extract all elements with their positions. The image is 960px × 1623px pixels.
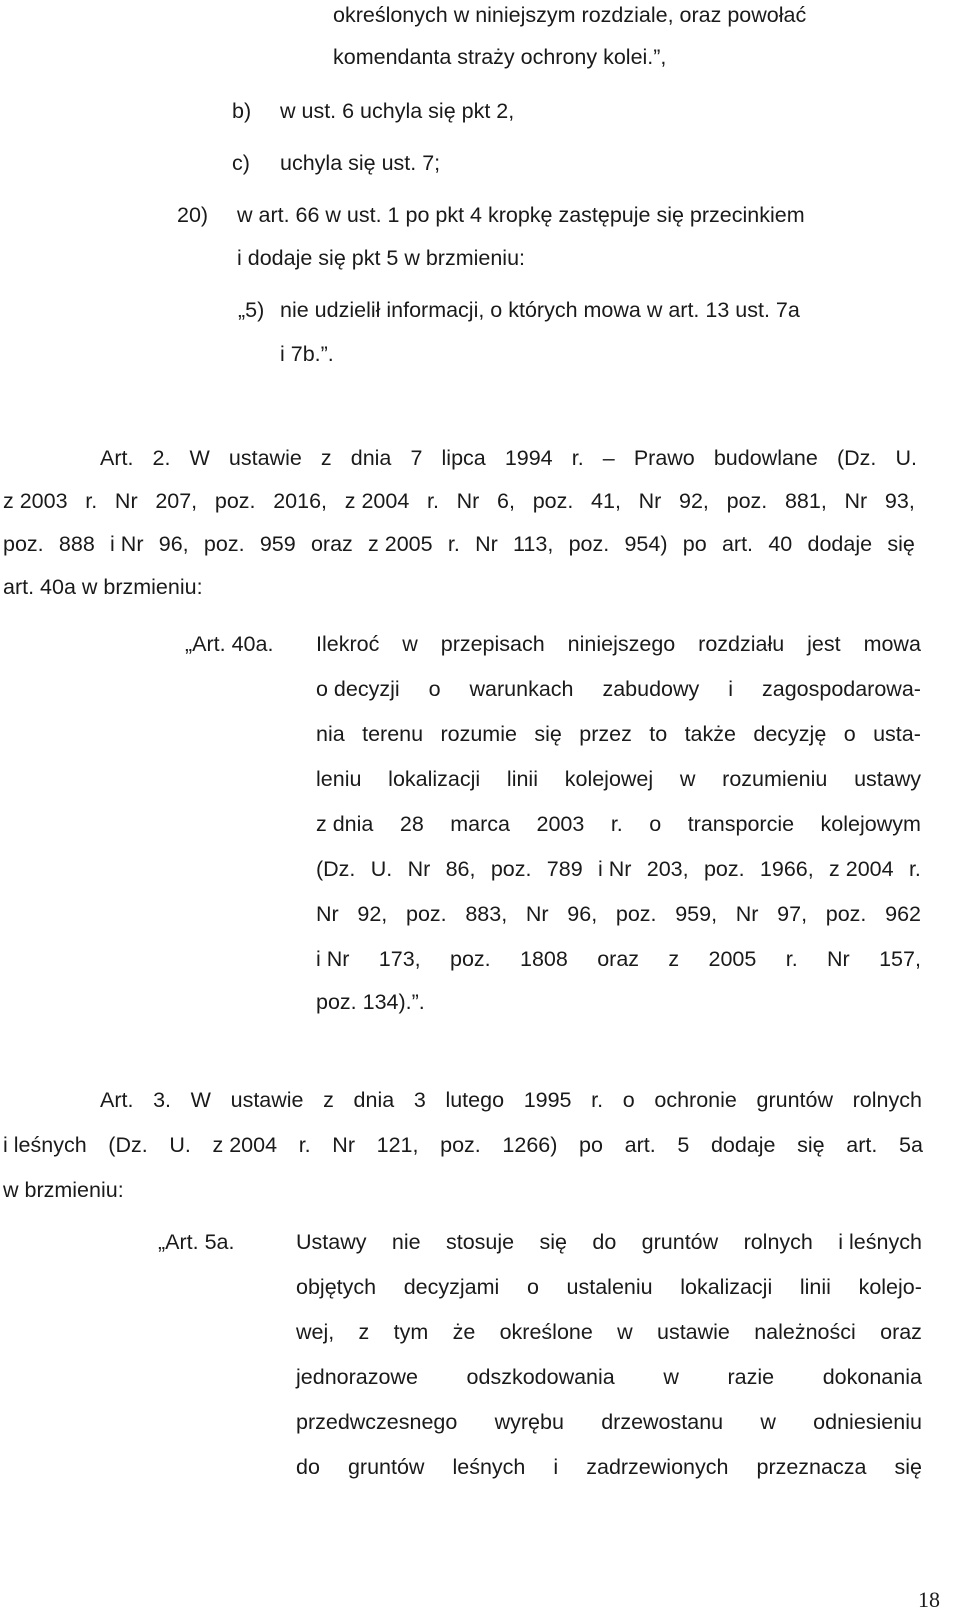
text-line: [3, 488, 915, 514]
word: poz.: [490, 857, 532, 881]
word: poz.: [203, 532, 245, 556]
word: 2005: [708, 947, 757, 971]
word: z: [323, 1088, 334, 1112]
word: zagospodarowa-: [761, 677, 921, 701]
word: 959,: [675, 902, 718, 926]
word: W: [189, 446, 210, 470]
word: ochronie: [654, 1088, 737, 1112]
word: i: [728, 677, 734, 701]
word: 883,: [465, 902, 508, 926]
word: leniu: [316, 767, 362, 791]
text-line: [316, 766, 921, 792]
list-item-text: uchyla się ust. 7;: [280, 151, 441, 175]
word: stosuje: [445, 1230, 515, 1254]
word: mowa: [863, 632, 921, 656]
word: rozumie: [440, 722, 517, 746]
word: 157,: [879, 947, 921, 971]
word: 962: [885, 902, 921, 926]
text-line: art. 40a w brzmieniu:: [3, 575, 203, 599]
text-line: poz. 134).”.: [316, 990, 425, 1014]
word: 5: [677, 1133, 690, 1157]
word: rozdziału: [698, 632, 785, 656]
text-line: [296, 1319, 922, 1345]
word: Art.: [100, 1088, 134, 1112]
list-label: c): [232, 151, 250, 175]
word: 2016,: [273, 489, 328, 513]
word: transporcie: [687, 812, 795, 836]
word: także: [684, 722, 736, 746]
word: Nr: [114, 489, 138, 513]
list-label: „5): [238, 298, 265, 322]
page-number: 18: [918, 1587, 940, 1612]
word: 1994: [504, 446, 553, 470]
word: 113,: [513, 532, 554, 556]
word: marca: [450, 812, 510, 836]
word: i Nr: [316, 947, 350, 971]
word: budowlane: [713, 446, 818, 470]
word: przeznacza: [756, 1455, 867, 1479]
word: nia: [316, 722, 345, 746]
word: 2.: [152, 446, 171, 470]
word: 203,: [646, 857, 689, 881]
word: zabudowy: [602, 677, 700, 701]
word: 40: [768, 532, 793, 556]
word: lipca: [441, 446, 486, 470]
word: o: [843, 722, 856, 746]
word: 7: [410, 446, 423, 470]
word: odszkodowania: [466, 1365, 615, 1389]
word: ustawie: [656, 1320, 730, 1344]
word: 97,: [777, 902, 808, 926]
word: 207,: [155, 489, 198, 513]
word: r.: [447, 532, 460, 556]
word: dnia: [353, 1088, 395, 1112]
word: Nr: [844, 489, 868, 513]
word: z: [358, 1320, 370, 1344]
word: i leśnych: [3, 1133, 87, 1157]
article-heading-line: [100, 445, 917, 471]
word: art.: [721, 532, 754, 556]
word: 881,: [784, 489, 827, 513]
word: Prawo: [633, 446, 695, 470]
word: U.: [169, 1133, 191, 1157]
word: poz.: [615, 902, 657, 926]
word: –: [602, 446, 615, 470]
word: gruntów: [756, 1088, 833, 1112]
word: się: [894, 1455, 922, 1479]
word: z 2004: [344, 489, 410, 513]
word: kolejo-: [858, 1275, 922, 1299]
word: 86,: [445, 857, 476, 881]
list-item-text: w ust. 6 uchyla się pkt 2,: [280, 99, 515, 123]
word: w: [617, 1320, 633, 1344]
text-line: [296, 1364, 922, 1390]
word: poz.: [568, 532, 610, 556]
word: usta-: [873, 722, 921, 746]
list-label: 20): [177, 203, 209, 227]
word: r.: [908, 857, 921, 881]
word: 93,: [884, 489, 915, 513]
word: się: [797, 1133, 825, 1157]
word: jednorazowe: [296, 1365, 418, 1389]
word: poz.: [405, 902, 447, 926]
word: linii: [799, 1275, 831, 1299]
text-line: [316, 901, 921, 927]
word: 1966,: [759, 857, 814, 881]
word: poz.: [825, 902, 867, 926]
word: 954): [624, 532, 668, 556]
word: Ustawy: [296, 1230, 367, 1254]
text-line: [296, 1274, 922, 1300]
word: Nr: [638, 489, 662, 513]
word: 1995: [523, 1088, 572, 1112]
word: z: [668, 947, 680, 971]
word: się: [887, 532, 915, 556]
word: z: [320, 446, 332, 470]
word: poz.: [726, 489, 768, 513]
word: wyrębu: [494, 1410, 564, 1434]
word: ustawie: [230, 1088, 304, 1112]
word: w: [663, 1365, 679, 1389]
word: Art.: [100, 446, 134, 470]
word: z 2004: [212, 1133, 278, 1157]
word: że: [452, 1320, 476, 1344]
text-line: [3, 531, 915, 557]
word: rozumieniu: [722, 767, 828, 791]
word: 173,: [378, 947, 421, 971]
word: Nr: [456, 489, 480, 513]
word: U.: [370, 857, 393, 881]
word: oraz: [880, 1320, 922, 1344]
word: ustaleniu: [566, 1275, 653, 1299]
word: kolejowym: [820, 812, 921, 836]
word: warunkach: [469, 677, 574, 701]
text-line: w art. 66 w ust. 1 po pkt 4 kropkę zastępuje się przecinkiem: [237, 203, 805, 227]
text-line: [296, 1454, 922, 1480]
word: U.: [895, 446, 917, 470]
text-line: komendanta straży ochrony kolei.”,: [333, 45, 667, 69]
word: z dnia: [316, 812, 374, 836]
word: się: [534, 722, 562, 746]
word: i leśnych: [838, 1230, 922, 1254]
word: 96,: [158, 532, 189, 556]
word: o: [428, 677, 441, 701]
word: Nr: [827, 947, 850, 971]
word: i Nr: [597, 857, 632, 881]
word: r.: [591, 1088, 604, 1112]
word: 92,: [679, 489, 709, 513]
word: 121,: [376, 1133, 419, 1157]
word: z 2005: [368, 532, 433, 556]
word: dnia: [350, 446, 392, 470]
word: (Dz.: [108, 1133, 148, 1157]
word: jest: [807, 632, 841, 656]
word: niniejszego: [567, 632, 676, 656]
word: z 2003: [3, 489, 68, 513]
word: do: [296, 1455, 320, 1479]
word: Nr: [475, 532, 498, 556]
word: poz.: [214, 489, 256, 513]
text-line: określonych w niniejszym rozdziale, oraz powołać: [333, 3, 807, 27]
word: linii: [506, 767, 538, 791]
word: Nr: [407, 857, 431, 881]
word: decyzjami: [403, 1275, 500, 1299]
word: r.: [571, 446, 584, 470]
word: leśnych: [452, 1455, 526, 1479]
word: drzewostanu: [601, 1410, 724, 1434]
word: należności: [754, 1320, 856, 1344]
list-label: b): [232, 99, 252, 123]
word: Nr: [735, 902, 759, 926]
text-line: i 7b.”.: [280, 342, 334, 366]
word: razie: [727, 1365, 775, 1389]
word: 92,: [357, 902, 388, 926]
text-line: [3, 1132, 923, 1158]
word: dodaje: [807, 532, 873, 556]
text-line: [316, 721, 921, 747]
word: gruntów: [347, 1455, 425, 1479]
word: 1808: [520, 947, 568, 971]
word: Nr: [316, 902, 339, 926]
word: art.: [846, 1133, 878, 1157]
word: nie: [391, 1230, 421, 1254]
text-line: [296, 1409, 922, 1435]
word: dokonania: [822, 1365, 922, 1389]
list-item-text: nie udzielił informacji, o których mowa w art. 13 ust. 7a: [280, 298, 800, 322]
word: r.: [785, 947, 798, 971]
word: z 2004: [829, 857, 894, 881]
word: 41,: [591, 489, 621, 513]
word: zadrzewionych: [586, 1455, 729, 1479]
word: terenu: [362, 722, 424, 746]
word: określone: [499, 1320, 593, 1344]
word: o: [649, 812, 662, 836]
word: do: [592, 1230, 617, 1254]
word: 5a: [899, 1133, 923, 1157]
word: 1266): [502, 1133, 558, 1157]
word: ustawie: [228, 446, 302, 470]
word: oraz: [310, 532, 353, 556]
word: 959: [259, 532, 296, 556]
word: lokalizacji: [680, 1275, 773, 1299]
word: decyzję: [753, 722, 827, 746]
word: art.: [624, 1133, 656, 1157]
word: Nr: [332, 1133, 355, 1157]
word: to: [649, 722, 668, 746]
word: tym: [393, 1320, 429, 1344]
word: przedwczesnego: [296, 1410, 458, 1434]
word: 888: [58, 532, 95, 556]
word: przez: [579, 722, 632, 746]
word: 2003: [536, 812, 585, 836]
word: 96,: [567, 902, 598, 926]
word: 3: [413, 1088, 426, 1112]
word: wej,: [296, 1320, 335, 1344]
word: o decyzji: [316, 677, 400, 701]
text-line: [316, 856, 921, 882]
text-line: [316, 676, 921, 702]
word: w: [402, 632, 418, 656]
word: W: [190, 1088, 211, 1112]
word: oraz: [597, 947, 640, 971]
text-line: [316, 946, 921, 972]
text-line: [296, 1229, 922, 1255]
word: lutego: [445, 1088, 505, 1112]
word: kolejowej: [564, 767, 654, 791]
word: po: [682, 532, 707, 556]
word: Nr: [525, 902, 549, 926]
word: objętych: [296, 1275, 377, 1299]
article-heading-line: [100, 1087, 922, 1113]
word: ustawy: [854, 767, 921, 791]
word: r.: [298, 1133, 311, 1157]
word: (Dz.: [316, 857, 356, 881]
word: 3.: [153, 1088, 172, 1112]
word: poz.: [440, 1133, 481, 1157]
text-line: i dodaje się pkt 5 w brzmieniu:: [237, 246, 526, 270]
word: poz.: [450, 947, 491, 971]
word: przepisach: [440, 632, 545, 656]
word: r.: [610, 812, 623, 836]
word: 789: [546, 857, 583, 881]
word: odniesieniu: [813, 1410, 922, 1434]
word: 28: [399, 812, 424, 836]
word: w: [679, 767, 696, 791]
word: poz.: [703, 857, 745, 881]
word: się: [539, 1230, 567, 1254]
quote-label: „Art. 5a.: [158, 1230, 235, 1254]
word: o: [526, 1275, 539, 1299]
word: r.: [85, 489, 98, 513]
text-line: [316, 811, 921, 837]
word: (Dz.: [836, 446, 877, 470]
word: o: [622, 1088, 635, 1112]
word: rolnych: [743, 1230, 813, 1254]
word: po: [579, 1133, 603, 1157]
word: poz.: [532, 489, 574, 513]
word: lokalizacji: [388, 767, 481, 791]
word: 6,: [497, 489, 515, 513]
word: w: [760, 1410, 776, 1434]
word: dodaje: [710, 1133, 776, 1157]
text-line: [316, 631, 921, 657]
word: rolnych: [852, 1088, 922, 1112]
word: poz.: [3, 532, 44, 556]
word: i Nr: [110, 532, 144, 556]
word: r.: [427, 489, 439, 513]
text-line: w brzmieniu:: [3, 1178, 124, 1202]
word: Ilekroć: [316, 632, 380, 656]
word: i: [553, 1455, 559, 1479]
quote-label: „Art. 40a.: [185, 632, 274, 656]
word: gruntów: [641, 1230, 719, 1254]
